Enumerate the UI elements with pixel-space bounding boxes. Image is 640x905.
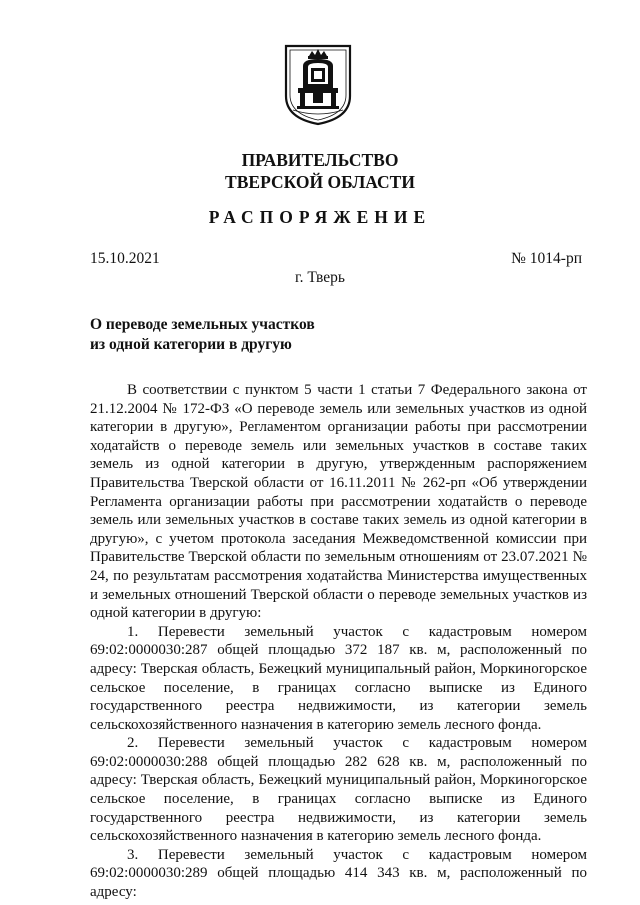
document-number: № 1014-рп <box>511 250 582 267</box>
item-3-paragraph: 3. Перевести земельный участок с кадастровым номером 69:02:0000030:289 общей площадью 414 343 кв. м, расположенный по адресу: <box>90 846 587 901</box>
item-2-paragraph: 2. Перевести земельный участок с кадастровым номером 69:02:0000030:288 общей площадью 282 628 кв. м, расположенный по адресу: Тверская область, Бежецкий муниципальный район, Моркиногорское сельское поселение, в границах согласно выписке из Единого государственного реестра недвижимости, из категории земель сельскохозяйственного назначения в категорию земель лесного фонда. <box>90 735 587 845</box>
item-1-paragraph: 1. Перевести земельный участок с кадастровым номером 69:02:0000030:287 общей площадью 372 187 кв. м, расположенный по адресу: Тверская область, Бежецкий муниципальный район, Моркиногорское сельское поселение, в границах согласно выписке из Единого государственного реестра недвижимости, из категории земель сельскохозяйственного назначения в категорию земель лесного фонда. <box>90 623 587 733</box>
government-title-line1: ПРАВИТЕЛЬСТВО <box>241 150 399 170</box>
document-subject <box>90 315 390 355</box>
government-title-line2: ТВЕРСКОЙ ОБЛАСТИ <box>225 172 415 192</box>
coat-of-arms-emblem <box>283 44 353 126</box>
subject-line1: О переводе земельных участков <box>90 316 315 333</box>
subject-line2: из одной категории в другую <box>90 336 292 353</box>
document-type: РАСПОРЯЖЕНИЕ <box>208 207 432 227</box>
document-body <box>90 381 587 902</box>
document-city: г. Тверь <box>295 269 345 286</box>
document-date: 15.10.2021 <box>90 250 160 267</box>
preamble-paragraph: В соответствии с пунктом 5 части 1 статьи 7 Федерального закона от 21.12.2004 № 172-ФЗ «О переводе земель или земельных участков из одной категории в другую», Регламентом организации работы при рассмотрении ходатайств о переводе земель или земельных участков в составе таких земель из одной категории в другую, утвержденным распоряжением Правительства Тверской области от 16.11.2011 № 262-рп «Об утверждении Регламента организации работы при рассмотрении ходатайств о переводе земель или земельных участков в составе таких земель из одной категории в другую», с учетом протокола заседания Межведомственной комиссии при Правительстве Тверской области по земельным отношениям от 23.07.2021 № 24, по результатам рассмотрения ходатайства Министерства имущественных и земельных отношений Тверской области о переводе земельных участков из одной категории в другую: <box>90 382 587 622</box>
